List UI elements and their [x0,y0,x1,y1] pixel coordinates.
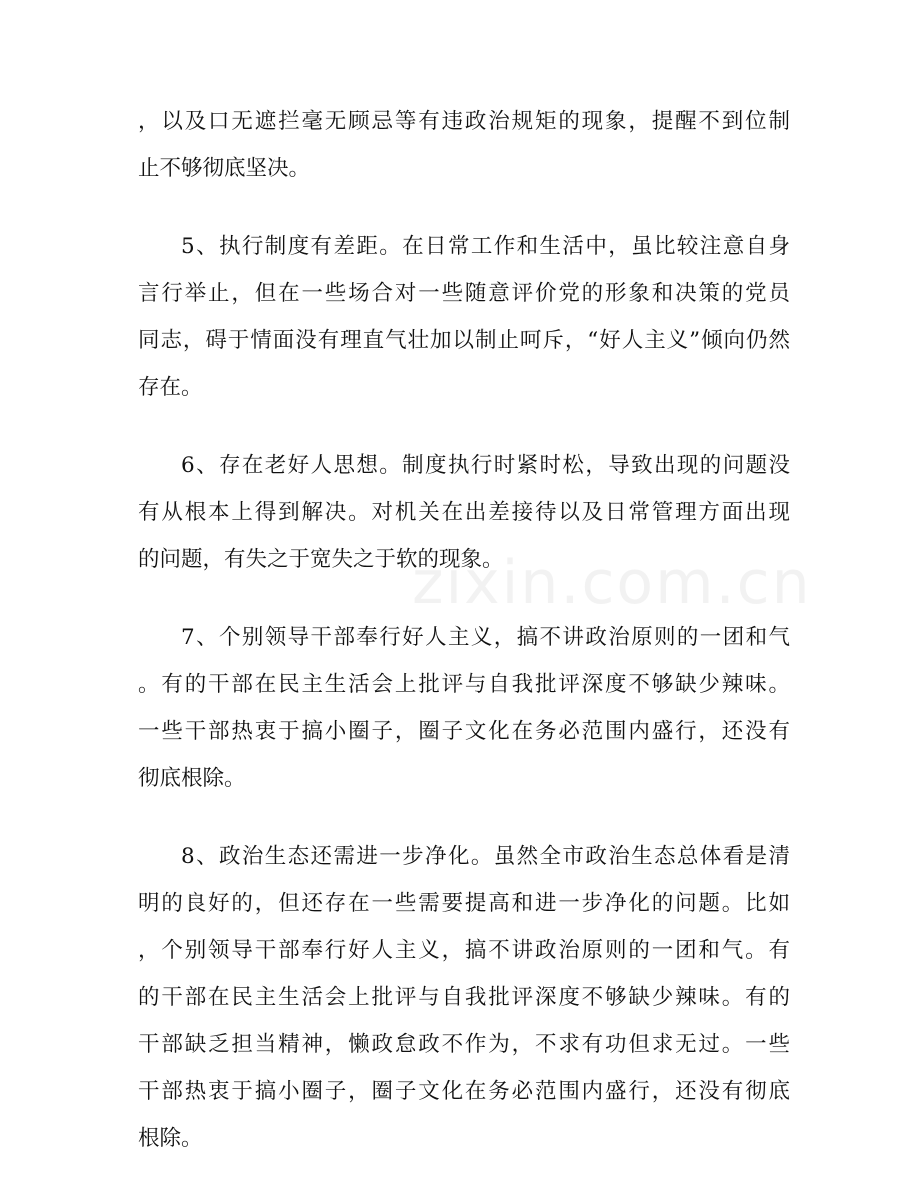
text-line: 的干部在民主生活会上批评与自我批评深度不够缺少辣味。有的 [138,985,790,1010]
watermark: zixin.com.cn [412,548,812,618]
text-line: 一些干部热衷于搞小圈子，圈子文化在务必范围内盛行，还没有 [138,719,790,744]
paragraph-gap [138,192,790,223]
text-line: 8、政治生态还需进一步净化。虽然全市政治生态总体看是清 [181,844,790,869]
text-line: 明的良好的，但还存在一些需要提高和进一步净化的问题。比如 [138,891,790,916]
text-line: 7、个别领导干部奉行好人主义，搞不讲政治原则的一团和气 [181,625,790,650]
paragraph [138,223,790,411]
text-line: 彻底根除。 [138,766,246,791]
text-line: 有从根本上得到解决。对机关在出差接待以及日常管理方面出现 [138,500,790,525]
text-line: 根除。 [138,1126,203,1151]
text-line: 5、执行制度有差距。在日常工作和生活中，虽比较注意自身 [181,234,790,259]
text-line: 言行举止，但在一些场合对一些随意评价党的形象和决策的党员 [138,281,790,306]
text-line: 止不够彻底坚决。 [138,156,311,181]
text-line: 6、存在老好人思想。制度执行时紧时松，导致出现的问题没 [181,453,790,478]
text-line: 的问题，有失之于宽失之于软的现象。 [138,547,504,572]
text-line: 干部缺乏担当精神，懒政怠政不作为，不求有功但求无过。一些 [138,1032,790,1057]
text-line: 存在。 [138,375,203,400]
text-line: 干部热衷于搞小圈子，圈子文化在务必范围内盛行，还没有彻底 [138,1079,790,1104]
paragraph-gap [138,411,790,442]
paragraph-gap [138,802,790,833]
text-line: 同志，碍于情面没有理直气壮加以制止呵斥，“好人主义”倾向仍然 [138,328,790,353]
document-body [138,98,790,1162]
paragraph [138,614,790,802]
text-line: ，以及口无遮拦毫无顾忌等有违政治规矩的现象，提醒不到位制 [138,109,790,134]
text-line: ，个别领导干部奉行好人主义，搞不讲政治原则的一团和气。有 [138,938,790,963]
text-line: 。有的干部在民主生活会上批评与自我批评深度不够缺少辣味。 [138,672,790,697]
paragraph [138,833,790,1162]
paragraph [138,98,790,192]
